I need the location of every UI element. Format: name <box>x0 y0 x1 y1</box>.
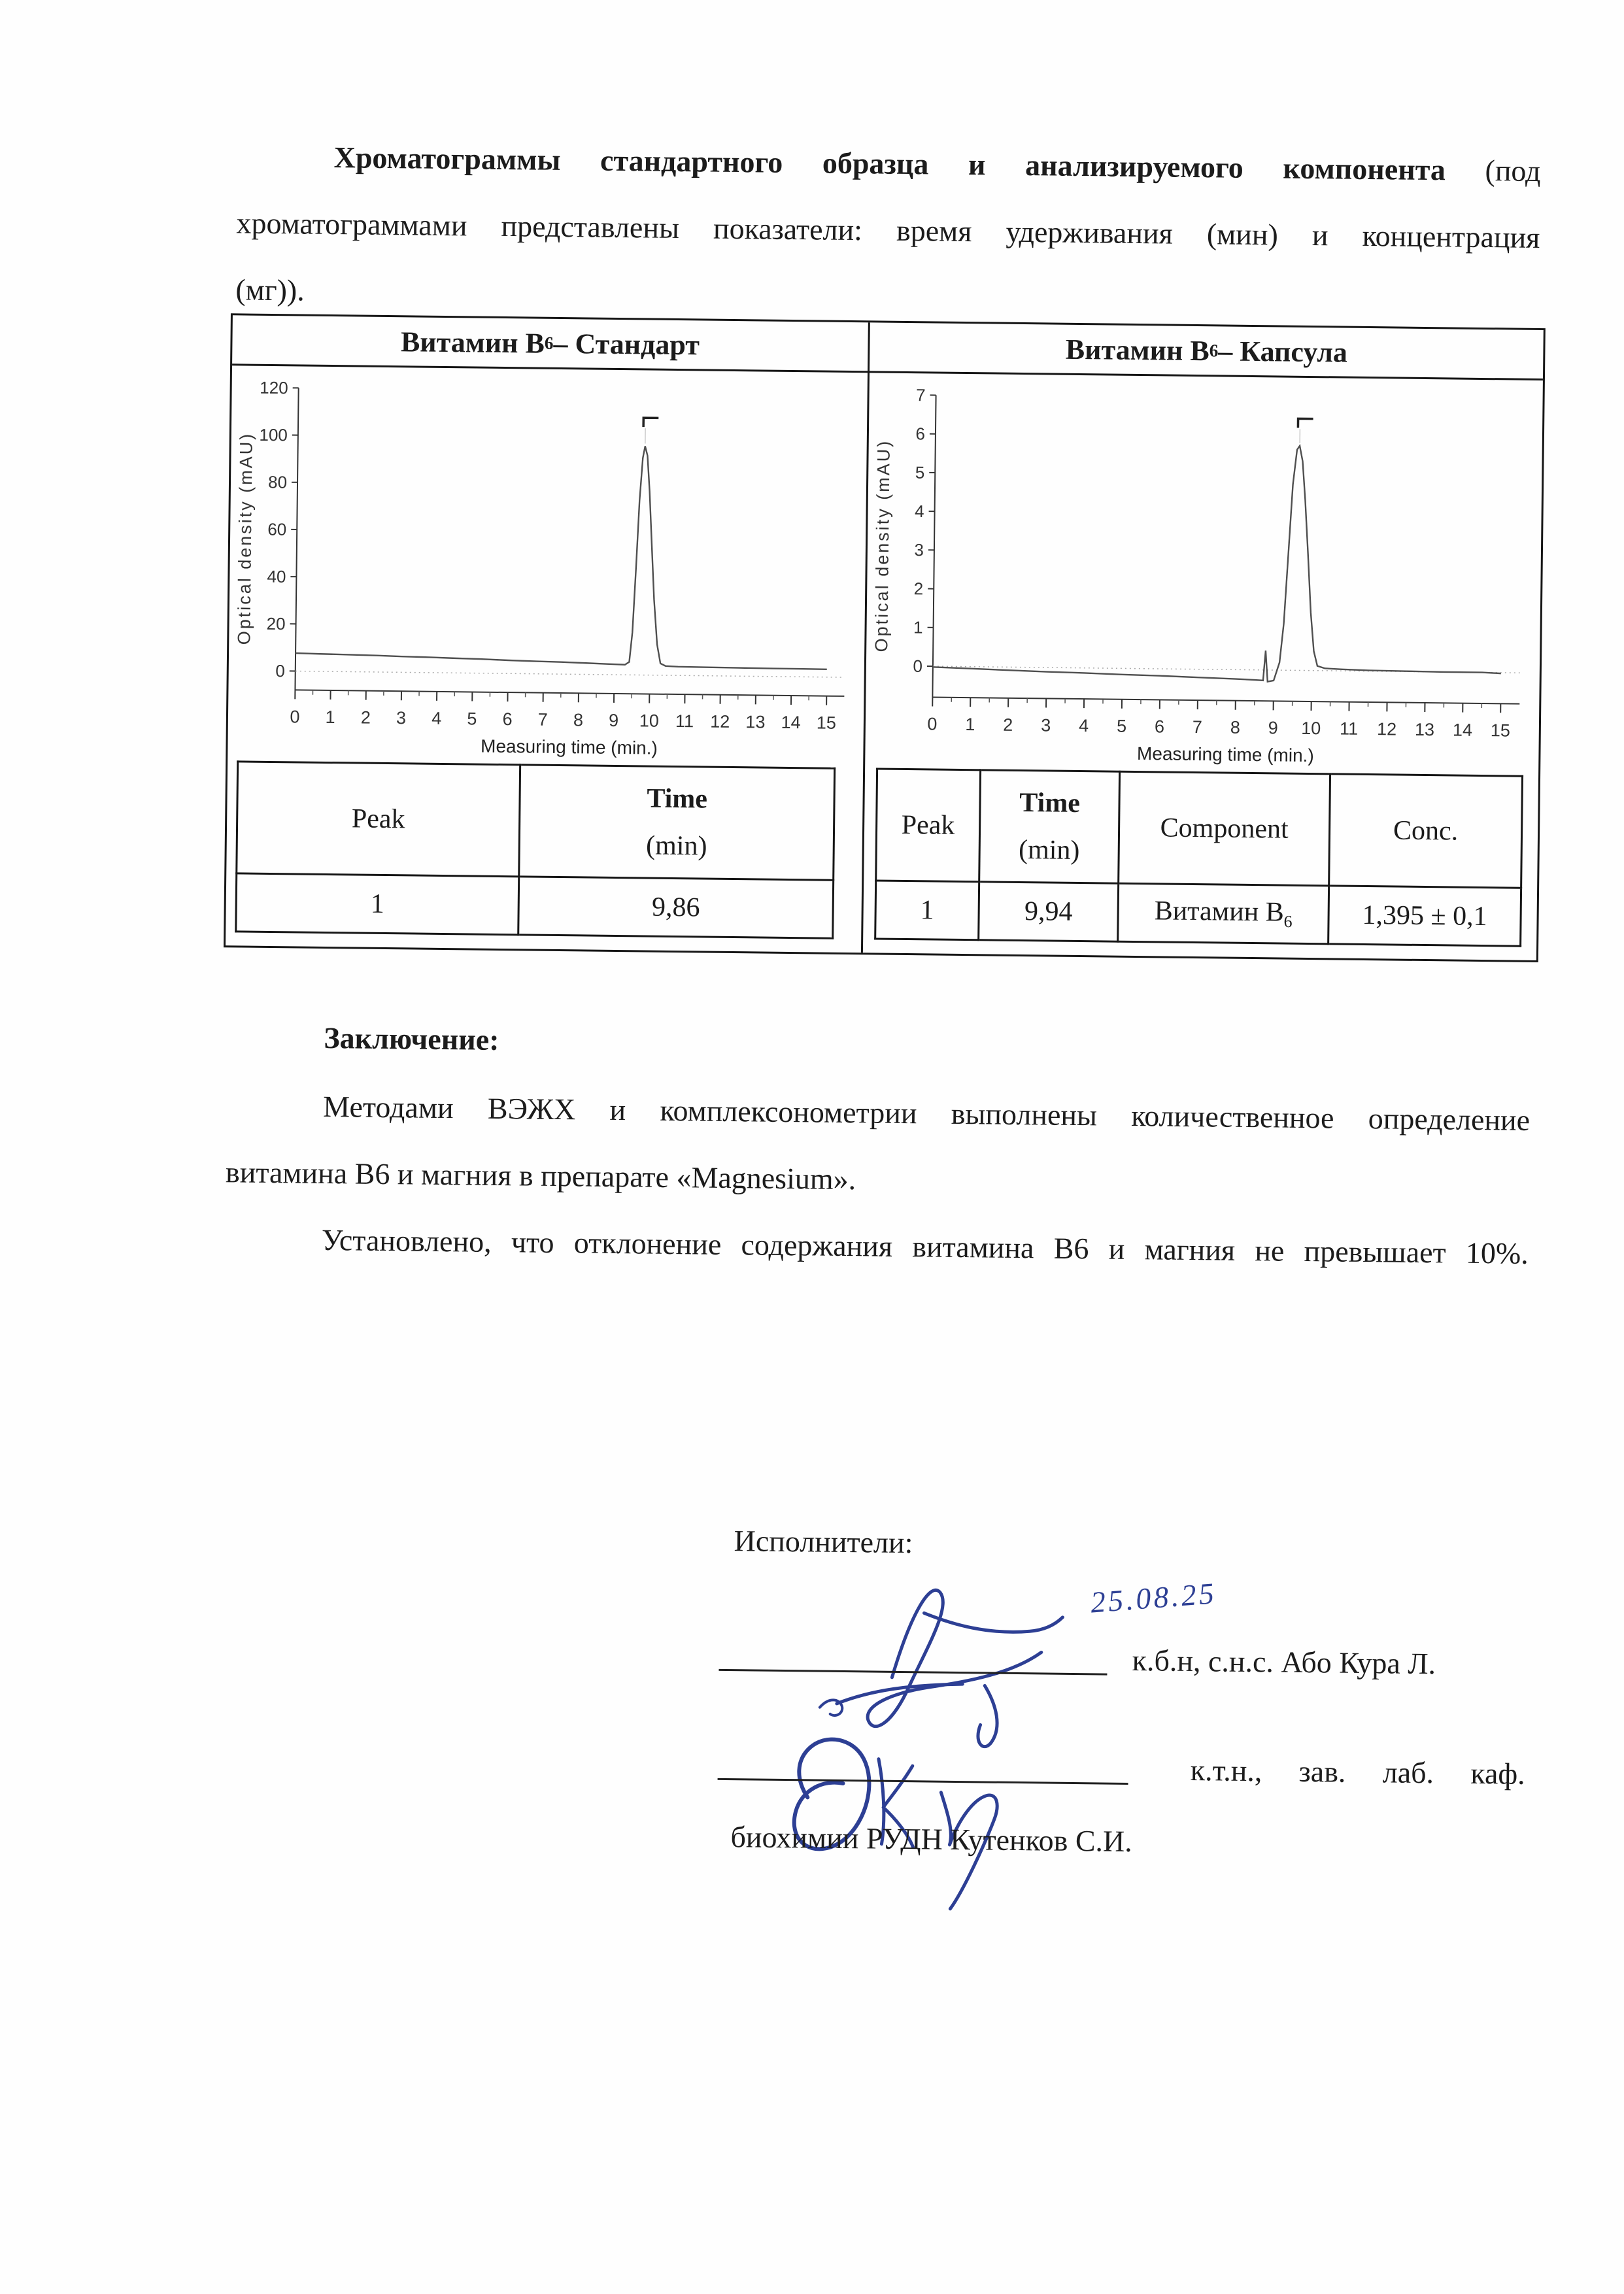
svg-text:14: 14 <box>1452 720 1473 740</box>
svg-text:20: 20 <box>266 613 286 634</box>
svg-text:9: 9 <box>608 710 619 731</box>
svg-text:4: 4 <box>1078 716 1089 736</box>
svg-text:6: 6 <box>915 424 926 444</box>
col-header-peak: Peak <box>237 762 520 877</box>
col-header-time: Time (min) <box>519 765 835 880</box>
svg-text:12: 12 <box>1376 719 1397 739</box>
conclusion-p2: Установлено, что отклонение содержания витамина В6 и магния не превышает 10%. <box>321 1223 1529 1270</box>
svg-text:8: 8 <box>1230 717 1241 737</box>
title-line-2: хроматограммами представлены показатели: время удерживания (мин) и концентрация <box>236 206 1540 254</box>
svg-text:7: 7 <box>537 709 548 730</box>
svg-text:3: 3 <box>914 540 924 560</box>
table-row <box>875 881 1521 946</box>
peak-number-cell: 1 <box>236 873 519 935</box>
svg-text:Measuring time (min.): Measuring time (min.) <box>480 735 658 758</box>
svg-text:3: 3 <box>1041 715 1051 735</box>
conclusion-p1-line2: витамина В6 и магния в препарате «Magnesium». <box>225 1155 856 1196</box>
svg-text:7: 7 <box>1192 717 1203 737</box>
svg-text:80: 80 <box>267 472 288 492</box>
signature-1-label: к.б.н, с.н.с. Або Кура Л. <box>1132 1644 1436 1681</box>
table-row <box>236 873 834 938</box>
svg-text:13: 13 <box>745 712 766 732</box>
svg-text:14: 14 <box>781 712 801 733</box>
handwritten-date: 25.08.25 <box>1089 1576 1218 1619</box>
svg-text:10: 10 <box>639 711 660 731</box>
conclusion-p1-line1: Методами ВЭЖХ и комплексонометрии выполнены количественное определение <box>322 1089 1531 1137</box>
svg-text:0: 0 <box>290 707 300 727</box>
capsule-chart-title: Витамин B 6 – Капсула <box>870 322 1544 380</box>
title-tail-text: (под <box>1485 154 1541 188</box>
chromatogram-capsule-plot <box>866 375 1542 769</box>
svg-text:11: 11 <box>675 711 694 732</box>
chromatogram-capsule <box>866 375 1542 769</box>
svg-text:1: 1 <box>325 707 335 728</box>
svg-text:0: 0 <box>913 656 923 676</box>
title-line-1 <box>237 137 1541 191</box>
svg-text:2: 2 <box>1003 715 1013 735</box>
conclusion-heading: Заключение: <box>324 1020 499 1056</box>
title-line-3: (мг)). <box>235 273 305 307</box>
chromatogram-standard <box>229 367 866 762</box>
col-header-peak: Peak <box>876 769 981 882</box>
svg-text:1: 1 <box>913 617 923 637</box>
svg-text:12: 12 <box>710 711 730 732</box>
svg-text:40: 40 <box>267 566 286 586</box>
svg-text:8: 8 <box>573 710 584 730</box>
svg-text:10: 10 <box>1301 718 1321 739</box>
svg-text:4: 4 <box>431 708 442 728</box>
title-bold-text: Хроматограммы стандартного образца и анализируемого компонента <box>333 141 1446 187</box>
svg-text:11: 11 <box>1339 718 1359 739</box>
svg-text:60: 60 <box>267 519 287 539</box>
svg-text:0: 0 <box>275 661 285 681</box>
svg-text:0: 0 <box>927 714 938 734</box>
svg-text:Optical density (mAU): Optical density (mAU) <box>234 431 256 645</box>
chromatogram-standard-plot <box>229 367 866 762</box>
svg-text:7: 7 <box>915 385 926 405</box>
standard-chart-title: Витамин B 6 – Стандарт <box>232 315 868 373</box>
executors-heading: Исполнители: <box>734 1524 913 1560</box>
svg-text:15: 15 <box>816 713 837 733</box>
svg-text:2: 2 <box>913 579 924 599</box>
standard-result-table <box>235 760 836 939</box>
signature-2-label: к.т.н., зав. лаб. каф. <box>1190 1753 1526 1791</box>
svg-text:Optical density (mAU): Optical density (mAU) <box>871 439 894 652</box>
retention-time-cell: 9,94 <box>979 882 1119 941</box>
col-header-time: Time (min) <box>979 770 1120 883</box>
svg-text:4: 4 <box>914 501 924 521</box>
svg-text:100: 100 <box>259 424 288 445</box>
component-cell: Витамин $В_6$ <box>1118 883 1329 944</box>
svg-text:6: 6 <box>1154 717 1165 737</box>
svg-text:13: 13 <box>1414 719 1435 740</box>
svg-text:9: 9 <box>1268 718 1278 738</box>
svg-text:15: 15 <box>1490 720 1511 741</box>
peak-number-cell: 1 <box>875 881 979 940</box>
signature-scribble-2 <box>742 1717 1025 1916</box>
capsule-result-table <box>874 767 1523 947</box>
svg-text:5: 5 <box>467 709 477 729</box>
retention-time-cell: 9,86 <box>518 877 834 938</box>
chromatograms-figure <box>224 313 1546 962</box>
svg-text:2: 2 <box>360 707 371 728</box>
svg-text:6: 6 <box>502 709 513 730</box>
svg-text:Measuring time (min.): Measuring time (min.) <box>1136 743 1314 766</box>
concentration-cell: 1,395 ± 0,1 <box>1328 886 1521 946</box>
col-header-conc: Conc. <box>1329 774 1523 888</box>
svg-text:1: 1 <box>965 715 975 735</box>
signature-2-label-continuation: биохимии РУДН Кутенков С.И. <box>730 1820 1133 1859</box>
col-header-component: Component <box>1119 771 1330 886</box>
svg-text:3: 3 <box>396 708 407 728</box>
svg-text:5: 5 <box>915 462 925 482</box>
svg-text:5: 5 <box>1116 716 1127 736</box>
svg-text:120: 120 <box>260 377 288 398</box>
